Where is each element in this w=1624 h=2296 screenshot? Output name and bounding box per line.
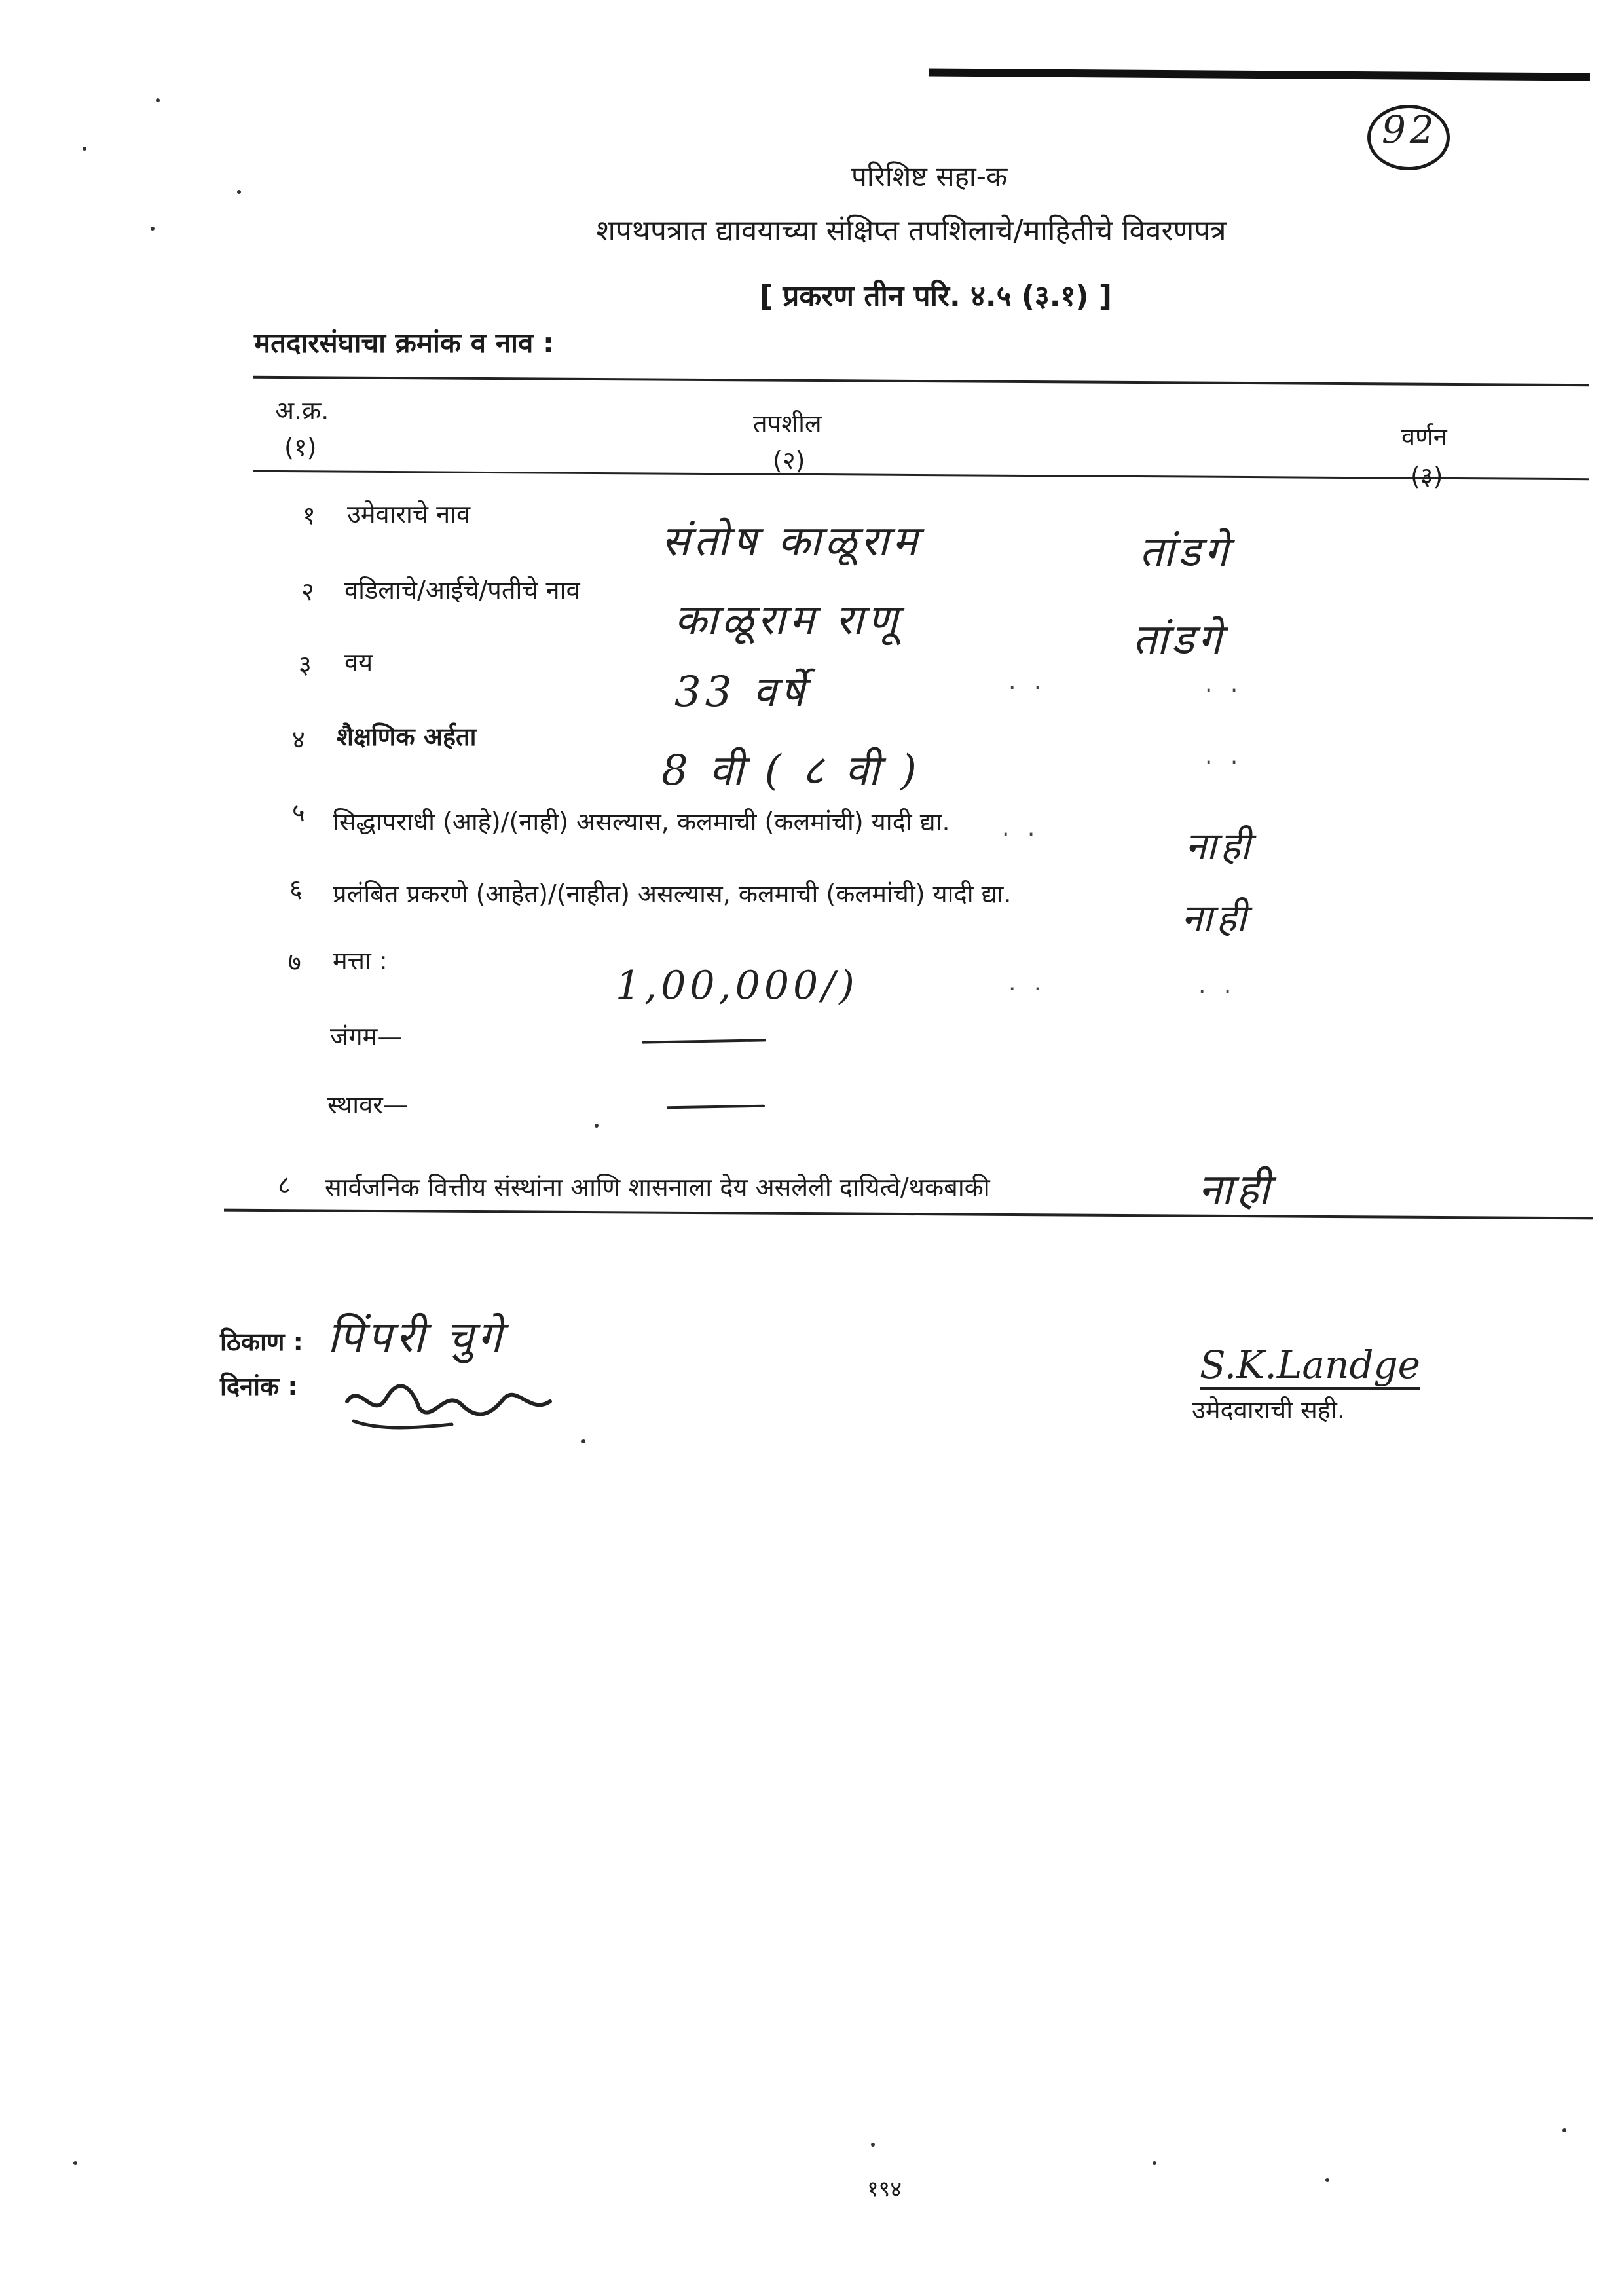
row-6-handwritten-answer: नाही [1181, 896, 1251, 940]
column-header-description: वर्णन [1401, 422, 1447, 451]
constituency-label: मतदारसंघाचा क्रमांक व नाव : [254, 327, 554, 359]
row-6-number: ६ [289, 874, 303, 903]
row-4-label: शैक्षणिक अर्हता [337, 722, 477, 751]
row-3-label: वय [344, 648, 373, 676]
row-8-handwritten-answer: नाही [1198, 1166, 1274, 1214]
handwritten-page-number: 92 [1382, 107, 1438, 152]
scan-speck [156, 98, 160, 102]
row-7-dots: . . [1008, 969, 1047, 996]
scan-speck [595, 1124, 599, 1128]
top-scan-bar [929, 68, 1590, 81]
row-7-label: मत्ता : [333, 946, 388, 975]
column-header-details-sub: (२) [773, 446, 805, 475]
table-header-rule [253, 470, 1589, 480]
scan-speck [1562, 2128, 1566, 2132]
scan-speck [581, 1439, 585, 1443]
row-5-handwritten-answer: नाही [1185, 824, 1255, 868]
row-1-handwritten-name: संतोष काळूराम [661, 517, 922, 566]
scan-speck [1325, 2178, 1329, 2182]
row-4-desc-dots: . . [1205, 743, 1244, 769]
row-7-desc-dots: . . [1198, 972, 1237, 999]
date-handwritten-scribble [341, 1369, 557, 1441]
row-2-label: वडिलाचे/आईचे/पतीचे नाव [344, 576, 580, 604]
place-label: ठिकाण : [220, 1327, 303, 1356]
row-1-label: उमेवाराचे नाव [347, 500, 471, 528]
row-3-handwritten-age: 33 वर्षे [674, 668, 809, 716]
scan-speck [1153, 2161, 1156, 2165]
scan-speck [73, 2161, 77, 2165]
column-header-details: तपशील [753, 409, 822, 438]
row-4-handwritten-education: 8 वी ( ८ वी ) [661, 747, 921, 795]
row-6-label: प्रलंबित प्रकरणे (आहेत)/(नाहीत) असल्यास, कलमाची (कलमांची) यादी द्या. [333, 880, 1012, 908]
row-4-number: ४ [292, 725, 305, 754]
scan-speck [151, 227, 155, 231]
document-title: शपथपत्रात द्यावयाच्या संक्षिप्त तपशिलाचे/माहितीचे विवरणपत्र [596, 214, 1227, 248]
row-1-number: १ [303, 501, 316, 530]
row-8-number: ८ [278, 1170, 291, 1199]
row-8-label: सार्वजनिक वित्तीय संस्थांना आणि शासनाला देय असलेली दायित्वे/थकबाकी [325, 1173, 990, 1202]
place-handwritten-value: पिंपरी चुगे [327, 1312, 506, 1362]
section-reference: [ प्रकरण तीन परि. ४.५ (३.१) ] [760, 280, 1112, 313]
scan-speck [237, 190, 241, 194]
row-2-handwritten-surname: तांडगे [1133, 616, 1226, 664]
immovable-assets-label: स्थावर— [327, 1090, 408, 1119]
candidate-signature: S.K.Landge [1200, 1342, 1420, 1390]
immovable-assets-dash [667, 1105, 765, 1109]
row-2-handwritten-name: काळूराम राणू [674, 596, 902, 644]
column-header-serial: अ.क्र. [275, 396, 329, 425]
row-7-number: ७ [288, 948, 301, 976]
row-5-number: ५ [292, 798, 305, 827]
column-header-description-sub: (३) [1411, 462, 1443, 491]
scan-speck [871, 2143, 875, 2147]
row-1-handwritten-surname: तांडगे [1139, 528, 1232, 576]
row-3-desc-dots: . . [1205, 671, 1244, 697]
date-label: दिनांक : [220, 1372, 298, 1401]
row-5-dots: . . [1002, 815, 1041, 842]
appendix-heading: परिशिष्ट सहा-क [851, 160, 1008, 193]
column-header-serial-sub: (१) [284, 433, 317, 462]
table-bottom-rule [224, 1209, 1593, 1220]
movable-assets-label: जंगम— [330, 1022, 403, 1051]
row-2-number: २ [301, 577, 314, 606]
row-3-dots: . . [1008, 668, 1047, 695]
scan-speck [83, 147, 86, 151]
row-7-handwritten-assets: 1,00,000/) [616, 963, 858, 1009]
movable-assets-dash [642, 1039, 766, 1043]
table-top-rule [253, 376, 1589, 386]
signature-label: उमेदवाराची सही. [1192, 1396, 1345, 1424]
row-3-number: ३ [299, 650, 312, 679]
footer-page-number: १९४ [867, 2176, 902, 2202]
row-5-label: सिद्धापराधी (आहे)/(नाही) असल्यास, कलमाची (कलमांची) यादी द्या. [333, 807, 950, 836]
